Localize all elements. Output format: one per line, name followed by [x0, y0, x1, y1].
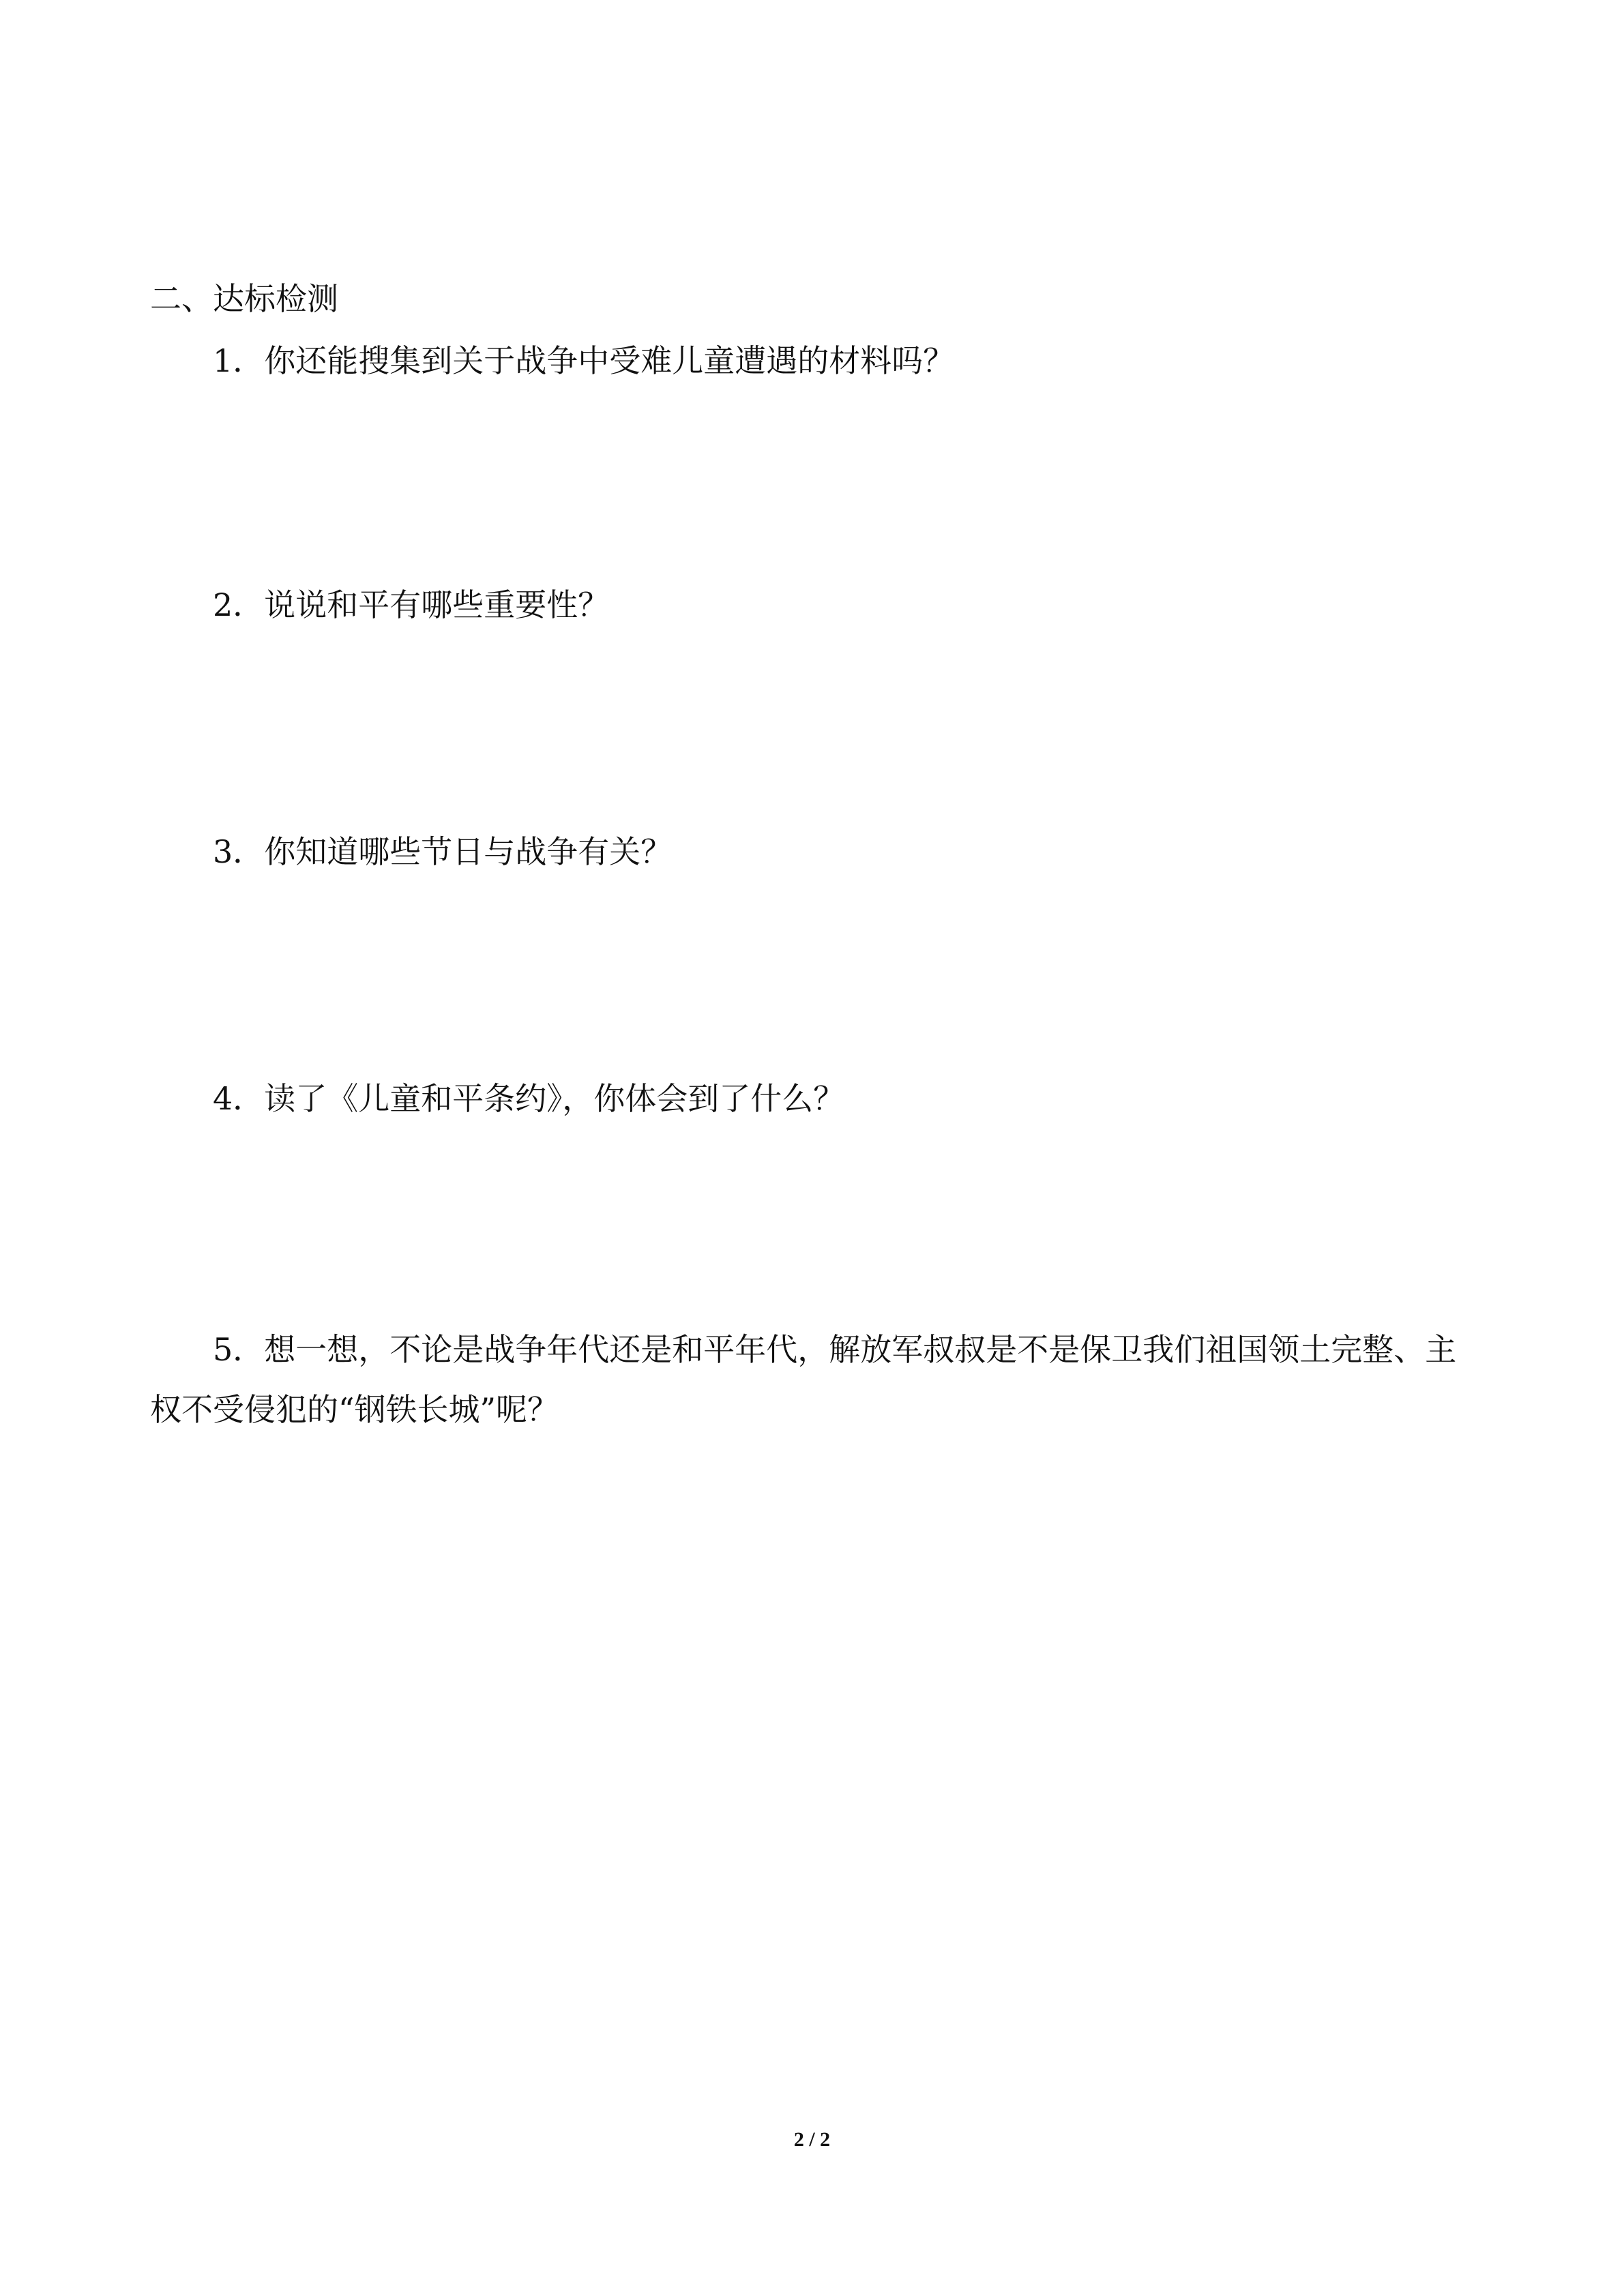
page-number: 2 / 2	[793, 2128, 831, 2151]
section-title: 二、达标检测	[150, 280, 338, 317]
question-1: 1．你还能搜集到关于战争中受难儿童遭遇的材料吗？	[213, 342, 955, 379]
question-2: 2．说说和平有哪些重要性？	[213, 586, 610, 623]
question-5: 5．想一想，不论是战争年代还是和平年代，解放军叔叔是不是保卫我们祖国领土完整、主权不受侵犯的“钢铁长城”呢？	[150, 1331, 1457, 1428]
question-3: 3．你知道哪些节日与战争有关？	[213, 833, 673, 870]
question-4: 4．读了《儿童和平条约》，你体会到了什么？	[213, 1080, 845, 1117]
